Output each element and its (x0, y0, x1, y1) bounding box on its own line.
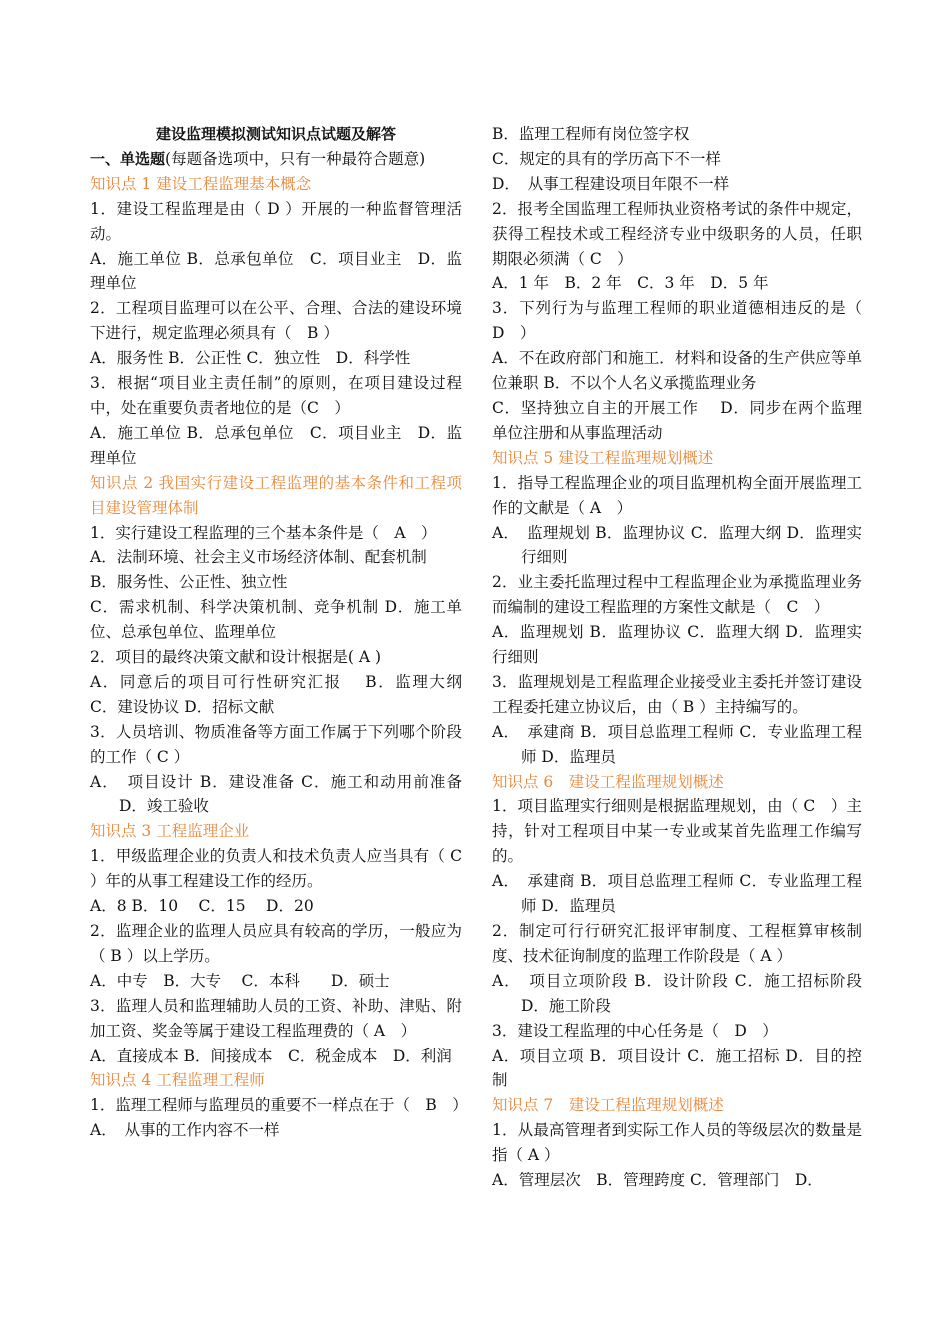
question-text: 1．从最高管理者到实际工作人员的等级层次的数量是指（ A ） (492, 1121, 862, 1165)
answer-options: A．同意后的项目可行性研究汇报 B．监理大纲 C．建设协议 D．招标文献 (90, 672, 478, 716)
left-column (90, 122, 478, 1143)
answer-options: A． 项目设计 B．建设准备 C．施工和动用前准备 D．竣工验收 (90, 772, 462, 816)
answer-options: A． 监理规划 B．监理协议 C．监理大纲 D．监理实行细则 (492, 523, 862, 567)
question-text: 3．监理规划是工程监理企业接受业主委托并签订建设工程委托建立协议后，由（ B ）主持编写的。 (492, 672, 862, 716)
question-text: 2．业主委托监理过程中工程监理企业为承揽监理业务而编制的建设工程监理的方案性文献是（ C ） (492, 573, 862, 617)
answer-options: A．法制环境、社会主义市场经济体制、配套机制 (90, 548, 427, 567)
question-text: 2．报考全国监理工程师执业资格考试的条件中规定，获得工程技术或工程经济专业中级职务的人员，任职期限必须满（ C ） (492, 199, 862, 268)
question-text: 1．项目监理实行细则是根据监理规划，由（ C ）主持，针对工程项目中某一专业或某首先监理工作编写的。 (492, 797, 862, 866)
answer-options: A． 承建商 B．项目总监理工程师 C．专业监理工程师 D．监理员 (492, 722, 862, 766)
question-text: 1．指导工程监理企业的项目监理机构全面开展监理工作的文献是（ A ） (492, 473, 862, 517)
answer-options: A．项目立项 B．项目设计 C．施工招标 D．目的控制 (492, 1046, 862, 1090)
knowledge-point-heading: 知识点 5 建设工程监理规划概述 (492, 448, 714, 467)
question-text: 3．根据“项目业主责任制”的原则，在项目建设过程中，处在重要负责者地位的是（C ） (90, 374, 462, 417)
section-note: (每题备选项中，只有一种最符合题意) (165, 149, 426, 168)
answer-options: A． 承建商 B．项目总监理工程师 C．专业监理工程师 D．监理员 (492, 872, 862, 916)
answer-options: B．服务性、公正性、独立性 (90, 573, 288, 592)
answer-options: A． 从事的工作内容不一样 (90, 1121, 280, 1140)
question-text: 3．监理人员和监理辅助人员的工资、补助、津贴、附加工资、奖金等属于建设工程监理费的（ A ） (90, 996, 462, 1040)
right-column (492, 122, 862, 1193)
section-heading (90, 147, 462, 172)
answer-options: A．8 B．10 C．15 D．20 (90, 897, 314, 916)
answer-options: A．中专 B．大专 C．本科 D．硕士 (90, 971, 390, 990)
knowledge-point-heading: 知识点 3 工程监理企业 (90, 822, 250, 841)
answer-options: A． 项目立项阶段 B．设计阶段 C．施工招标阶段 D．施工阶段 (492, 971, 862, 1015)
question-text: 3．人员培训、物质准备等方面工作属于下列哪个阶段的工作（ C ） (90, 722, 462, 766)
question-text: 1．甲级监理企业的负责人和技术负责人应当具有（ C ）年的从事工程建设工作的经历。 (90, 847, 462, 891)
knowledge-point-heading: 知识点 7 建设工程监理规划概述 (492, 1096, 724, 1115)
answer-options: B．监理工程师有岗位签字权 (492, 125, 690, 143)
answer-options: A．直接成本 B．间接成本 C．税金成本 D．利润 (90, 1046, 452, 1065)
knowledge-point-heading: 知识点 6 建设工程监理规划概述 (492, 772, 724, 791)
question-text: 1．实行建设工程监理的三个基本条件是（ A ） (90, 523, 437, 542)
answer-options: A．服务性 B．公正性 C．独立性 D．科学性 (90, 349, 411, 368)
question-text: 1．监理工程师与监理员的重要不一样点在于（ B ） (90, 1096, 468, 1115)
answer-options: C．规定的具有的学历高下不一样 (492, 149, 721, 168)
page-title: 建设监理模拟测试知识点试题及解答 (155, 125, 396, 143)
answer-options: A．不在政府部门和施工．材料和设备的生产供应等单位兼职 B．不以个人名义承揽监理业务 (492, 349, 862, 393)
question-text: 2．项目的最终决策文献和设计根据是( A ) (90, 648, 382, 667)
knowledge-point-heading: 知识点 1 建设工程监理基本概念 (90, 174, 312, 193)
knowledge-point-heading: 知识点 4 工程监理工程师 (90, 1071, 265, 1090)
question-text: 3．建设工程监理的中心任务是（ D ） (492, 1021, 778, 1040)
question-text: 1．建设工程监理是由（ D ）开展的一种监督管理活动。 (90, 199, 462, 243)
answer-options: C．坚持独立自主的开展工作 D．同步在两个监理单位注册和从事监理活动 (492, 398, 862, 442)
left-items (90, 172, 478, 1143)
right-items (492, 122, 862, 1193)
answer-options: C．需求机制、科学决策机制、竞争机制 D．施工单位、总承包单位、监理单位 (90, 598, 462, 642)
question-text: 2．工程项目监理可以在公平、合理、合法的建设环境下进行，规定监理必须具有（ B ） (90, 299, 462, 343)
answer-options: A．施工单位 B．总承包单位 C．项目业主 D．监理单位 (90, 423, 462, 467)
question-text: 3．下列行为与监理工程师的职业道德相违反的是（ D ） (492, 299, 862, 343)
answer-options: A．监理规划 B．监理协议 C．监理大纲 D．监理实行细则 (492, 623, 862, 667)
question-text: 2．制定可行行研究汇报评审制度、工程框算审核制度、技术征询制度的监理工作阶段是（ A ） (492, 922, 862, 965)
answer-options: A．管理层次 B．管理跨度 C．管理部门 D． (492, 1171, 823, 1190)
section-label: 一、单选题 (90, 149, 166, 168)
question-text: 2．监理企业的监理人员应具有较高的学历，一般应为（ B ）以上学历。 (90, 922, 462, 965)
answer-options: A．施工单位 B．总承包单位 C．项目业主 D．监理单位 (90, 249, 462, 293)
answer-options: D． 从事工程建设项目年限不一样 (492, 174, 730, 193)
answer-options: A．1 年 B．2 年 C．3 年 D．5 年 (492, 274, 769, 293)
knowledge-point-heading: 知识点 2 我国实行建设工程监理的基本条件和工程项目建设管理体制 (90, 473, 462, 517)
